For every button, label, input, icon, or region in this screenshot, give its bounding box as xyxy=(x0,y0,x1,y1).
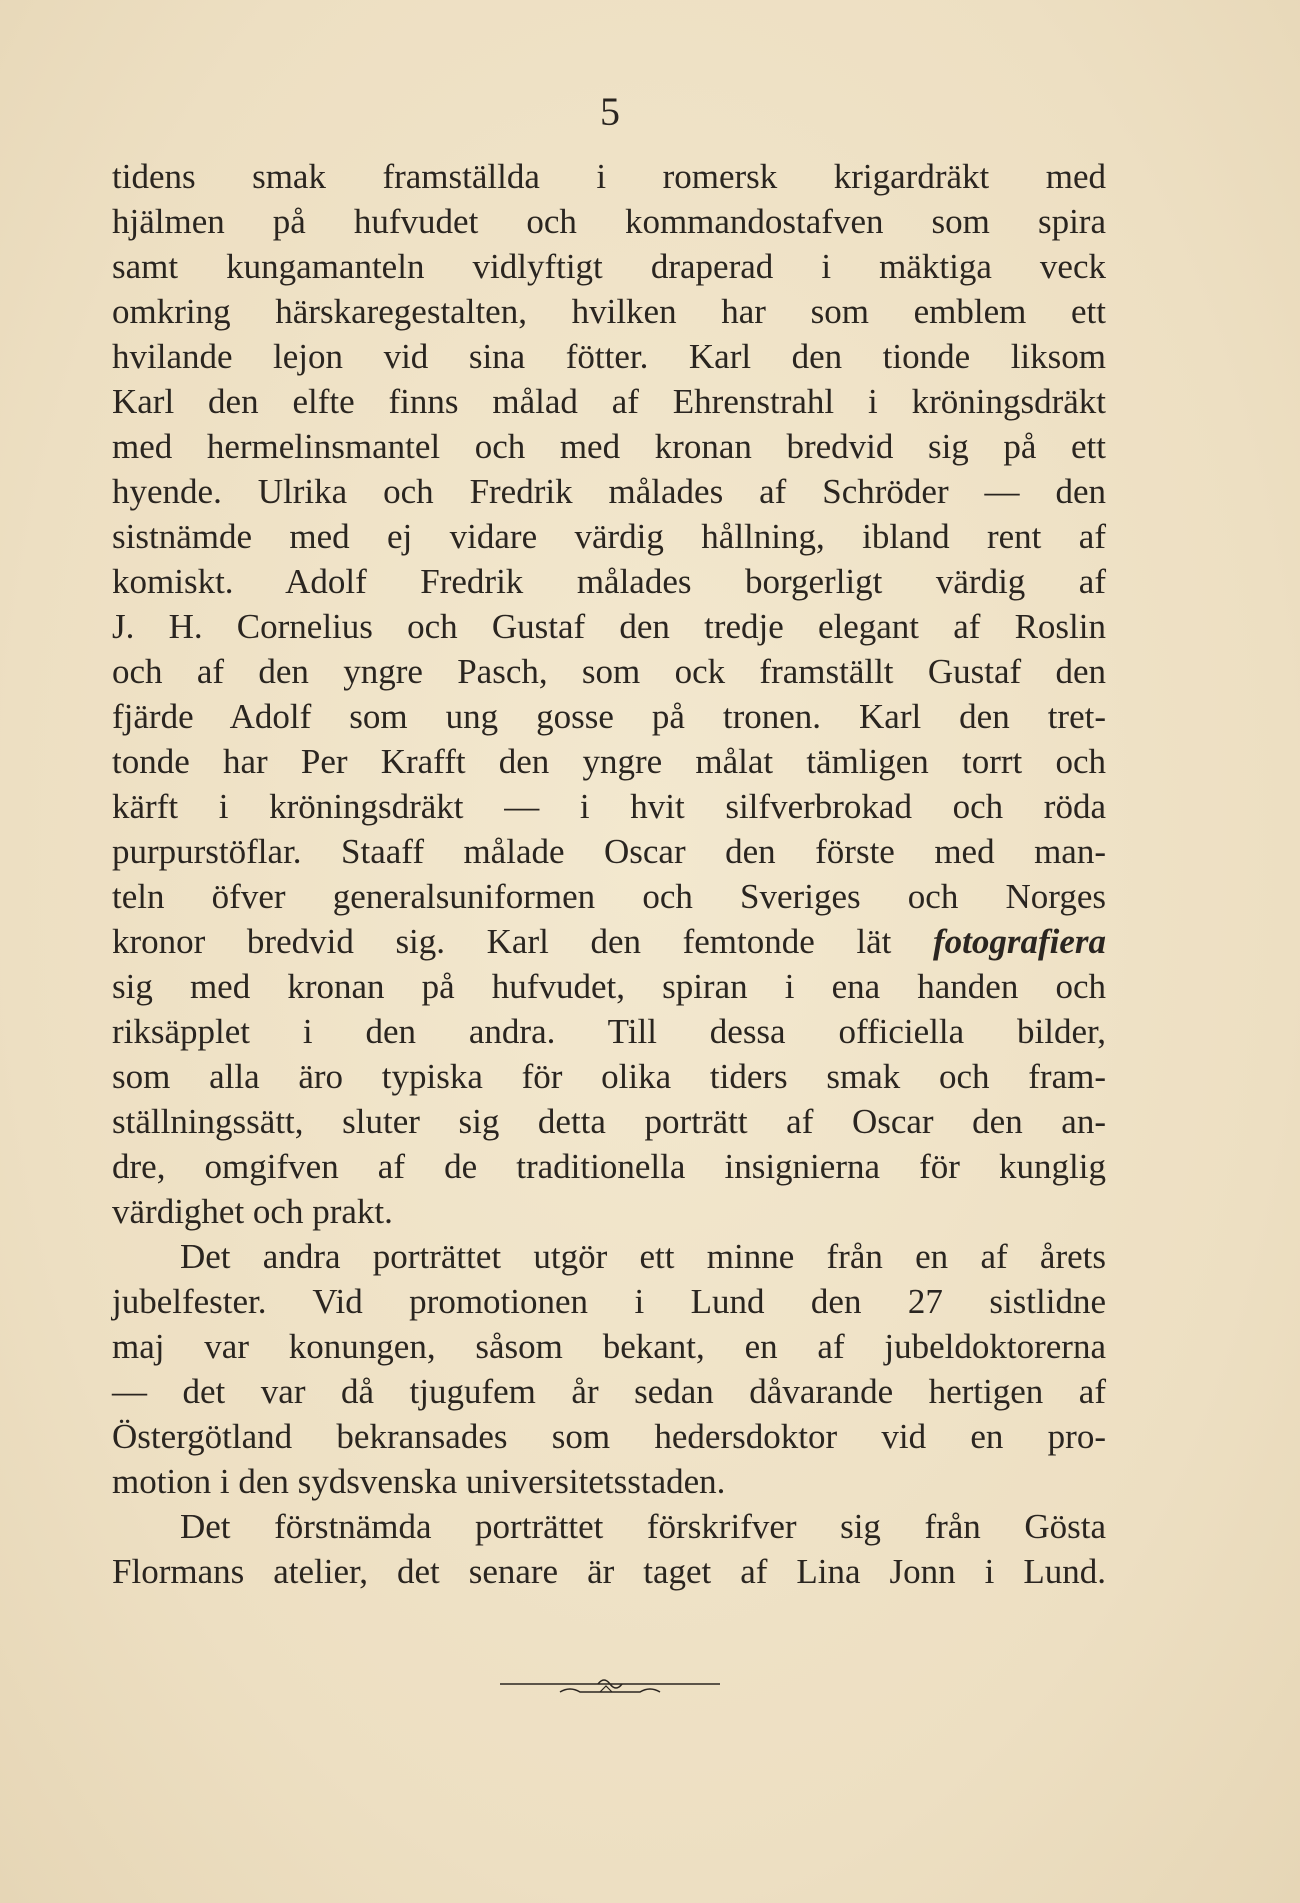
text-line: värdighet och prakt. xyxy=(112,1192,393,1231)
text-line: — det var då tjugufem år sedan dåvarande hertigen af xyxy=(112,1372,1106,1411)
text-line: Flormans atelier, det senare är taget af Lina Jonn i Lund. xyxy=(112,1552,1106,1591)
text-line: sistnämde med ej vidare värdig hållning, ibland rent af xyxy=(112,517,1106,556)
tailpiece-ornament-icon xyxy=(500,1672,720,1702)
text-line: som alla äro typiska för olika tiders smak och fram- xyxy=(112,1057,1106,1096)
text-line: omkring härskaregestalten, hvilken har som emblem ett xyxy=(112,292,1106,331)
text-line: med hermelinsmantel och med kronan bredvid sig på ett xyxy=(112,427,1106,466)
page-number: 5 xyxy=(600,89,620,134)
text-line: teln öfver generalsuniformen och Sveriges och Norges xyxy=(112,877,1106,916)
text-line: dre, omgifven af de traditionella insignierna för kunglig xyxy=(112,1147,1106,1186)
text-line: kärft i kröningsdräkt — i hvit silfverbrokad och röda xyxy=(112,787,1106,826)
text-line: Karl den elfte finns målad af Ehrenstrahl i kröningsdräkt xyxy=(112,382,1106,421)
body-text xyxy=(112,154,1106,1594)
text-line: samt kungamanteln vidlyftigt draperad i mäktiga veck xyxy=(112,247,1106,286)
text-line: jubelfester. Vid promotionen i Lund den 27 sistlidne xyxy=(112,1282,1106,1321)
text-line: J. H. Cornelius och Gustaf den tredje elegant af Roslin xyxy=(112,607,1106,646)
italic-word: fotografiera xyxy=(932,922,1106,961)
text-line: och af den yngre Pasch, som ock framställt Gustaf den xyxy=(112,652,1106,691)
text-line: maj var konungen, såsom bekant, en af jubeldoktorerna xyxy=(112,1327,1106,1366)
text-line-prefix: kronor bredvid sig. Karl den femtonde lät xyxy=(112,922,892,961)
text-line: hyende. Ulrika och Fredrik målades af Schröder — den xyxy=(112,472,1106,511)
text-line: motion i den sydsvenska universitetsstaden. xyxy=(112,1462,726,1501)
text-line: hjälmen på hufvudet och kommandostafven som spira xyxy=(112,202,1106,241)
text-line: ställningssätt, sluter sig detta porträtt af Oscar den an- xyxy=(112,1102,1106,1141)
text-line: Östergötland bekransades som hedersdoktor vid en pro- xyxy=(112,1417,1106,1456)
text-line-with-italic xyxy=(112,919,1106,964)
text-line: sig med kronan på hufvudet, spiran i ena handen och xyxy=(112,967,1106,1006)
text-line: purpurstöflar. Staaff målade Oscar den förste med man- xyxy=(112,832,1106,871)
text-line: tonde har Per Krafft den yngre målat tämligen torrt och xyxy=(112,742,1106,781)
text-line: fjärde Adolf som ung gosse på tronen. Karl den tret- xyxy=(112,697,1106,736)
text-line: riksäpplet i den andra. Till dessa officiella bilder, xyxy=(112,1012,1106,1051)
text-line: hvilande lejon vid sina fötter. Karl den tionde liksom xyxy=(112,337,1106,376)
text-line: komiskt. Adolf Fredrik målades borgerligt värdig af xyxy=(112,562,1106,601)
text-line: tidens smak framställda i romersk krigardräkt med xyxy=(112,157,1106,196)
text-line: Det förstnämda porträttet förskrifver sig från Gösta xyxy=(180,1507,1106,1546)
text-line: Det andra porträttet utgör ett minne från en af årets xyxy=(180,1237,1106,1276)
